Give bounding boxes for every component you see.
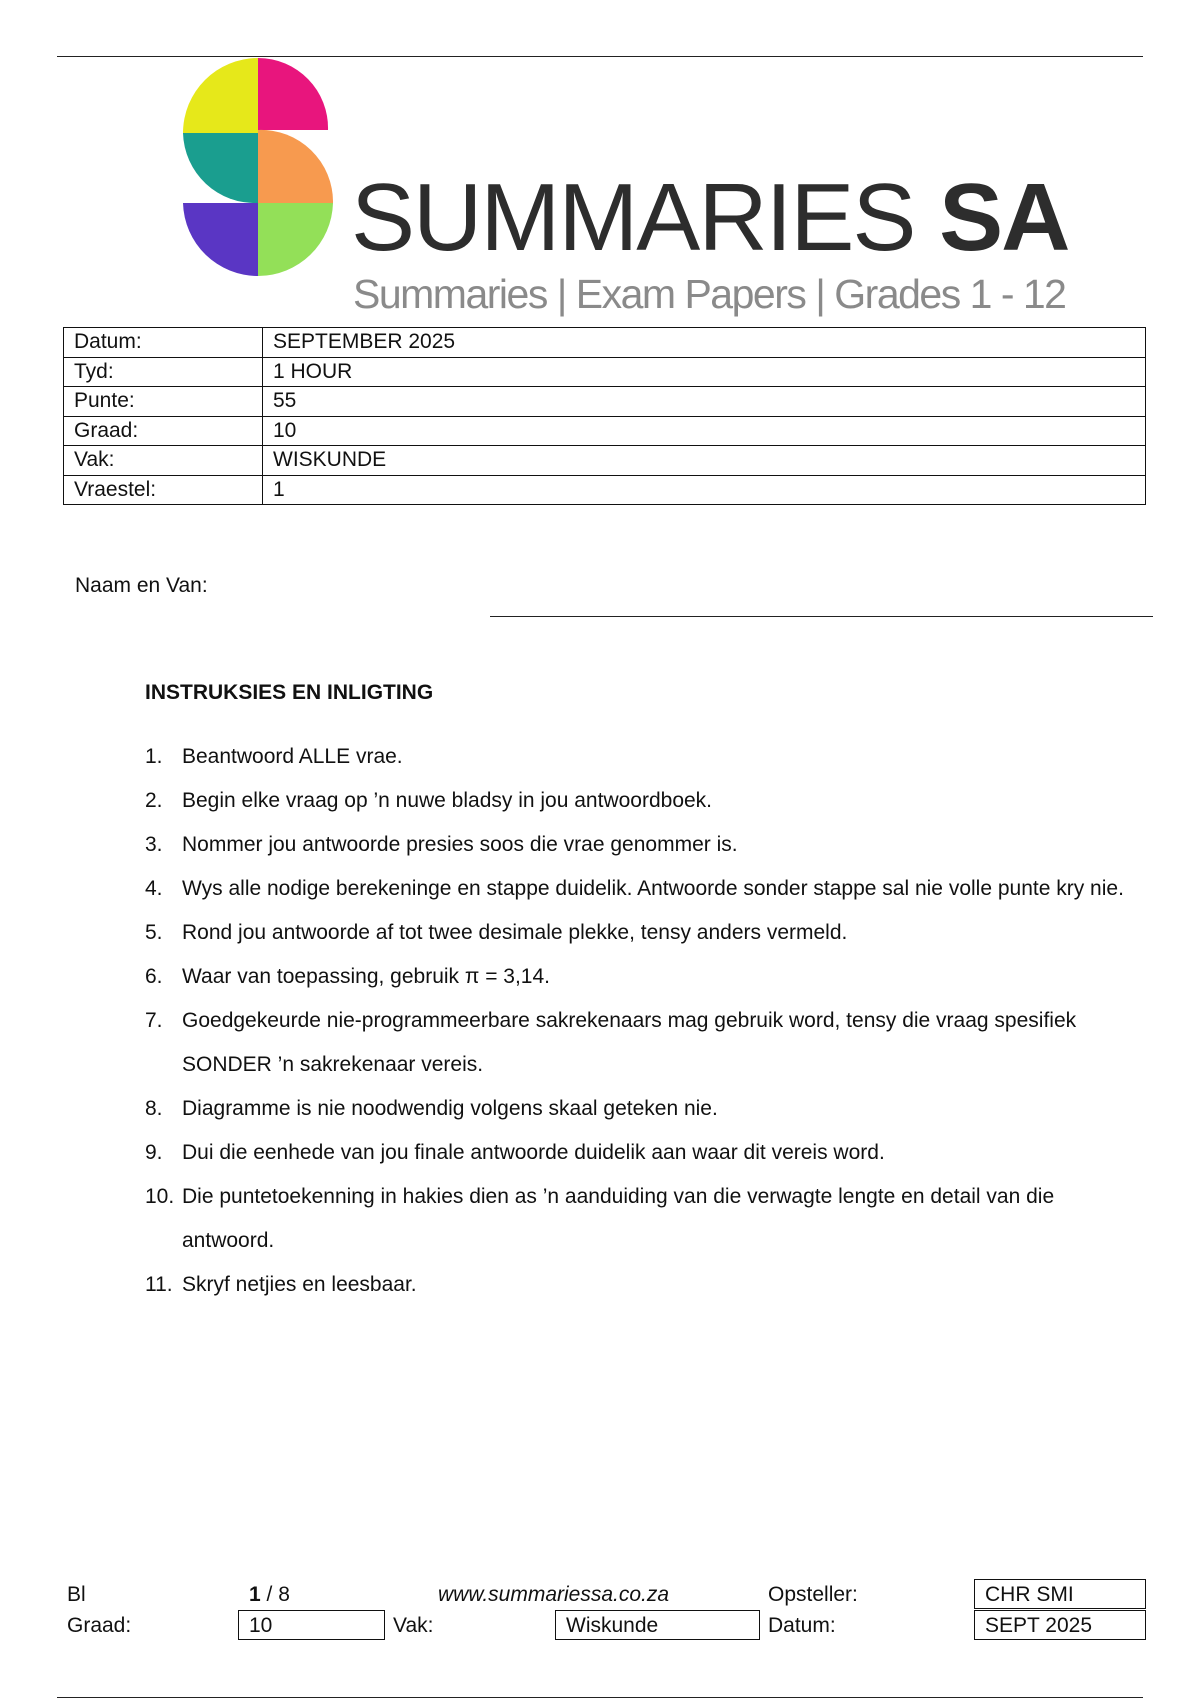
list-item — [145, 867, 1125, 911]
footer-page-current: 1 — [249, 1583, 261, 1606]
footer-graad-value: 10 — [238, 1610, 385, 1640]
list-item — [145, 779, 1125, 823]
footer-datum-value: SEPT 2025 — [974, 1610, 1146, 1640]
footer-page-number — [249, 1583, 290, 1607]
item-number: 2. — [145, 789, 163, 812]
item-text: Dui die eenhede van jou finale antwoorde duidelik aan waar dit vereis word. — [182, 1141, 885, 1164]
table-row — [64, 357, 1146, 387]
footer-datum-label: Datum: — [768, 1614, 836, 1637]
item-text: Die puntetoekenning in hakies dien as ’n aanduiding van die verwagte lengte en detail van die antwoord. — [182, 1185, 1055, 1252]
instructions-title: INSTRUKSIES EN INLIGTING — [145, 681, 434, 704]
footer-opsteller-value: CHR SMI — [974, 1579, 1146, 1609]
footer-opsteller-label: Opsteller: — [768, 1583, 858, 1606]
info-label-punte: Punte: — [64, 387, 263, 417]
info-label-tyd: Tyd: — [64, 357, 263, 387]
info-label-datum: Datum: — [64, 328, 263, 358]
table-row — [64, 416, 1146, 446]
logo-brand-bold: SA — [939, 164, 1069, 271]
footer-graad-label: Graad: — [67, 1614, 132, 1637]
summaries-sa-logo — [183, 58, 1069, 317]
item-text: Nommer jou antwoorde presies soos die vrae genommer is. — [182, 833, 738, 856]
item-number: 9. — [145, 1141, 163, 1164]
info-label-vraestel: Vraestel: — [64, 475, 263, 505]
list-item — [145, 1087, 1125, 1131]
item-number: 4. — [145, 877, 163, 900]
list-item — [145, 911, 1125, 955]
item-text: Diagramme is nie noodwendig volgens skaal geteken nie. — [182, 1097, 718, 1120]
list-item — [145, 955, 1125, 999]
table-row — [64, 387, 1146, 417]
logo-title — [351, 164, 1069, 271]
info-value-vraestel: 1 — [263, 475, 1146, 505]
info-label-graad: Graad: — [64, 416, 263, 446]
bottom-rule — [57, 1697, 1143, 1698]
list-item — [145, 1131, 1125, 1175]
top-rule — [57, 56, 1143, 57]
list-item — [145, 735, 1125, 779]
logo-s-mark-icon — [183, 58, 333, 276]
info-value-vak: WISKUNDE — [263, 446, 1146, 476]
info-value-punte: 55 — [263, 387, 1146, 417]
info-value-datum: SEPTEMBER 2025 — [263, 328, 1146, 358]
item-number: 11. — [145, 1273, 173, 1296]
name-field-line[interactable] — [490, 616, 1153, 617]
info-value-tyd: 1 HOUR — [263, 357, 1146, 387]
footer-page-total: / 8 — [260, 1583, 290, 1606]
list-item — [145, 999, 1125, 1087]
list-item — [145, 1263, 1125, 1307]
item-text: Begin elke vraag op ’n nuwe bladsy in jou antwoordboek. — [182, 789, 713, 812]
footer-page-label: Bl — [67, 1583, 86, 1606]
exam-info-table — [63, 327, 1146, 505]
list-item — [145, 1175, 1125, 1263]
info-value-graad: 10 — [263, 416, 1146, 446]
table-row — [64, 328, 1146, 358]
item-text: Rond jou antwoorde af tot twee desimale plekke, tensy anders vermeld. — [182, 921, 848, 944]
item-text: Wys alle nodige berekeninge en stappe duidelik. Antwoorde sonder stappe sal nie volle punte kry nie. — [182, 877, 1124, 900]
item-number: 8. — [145, 1097, 163, 1120]
logo-brand-light: SUMMARIES — [351, 164, 915, 271]
footer-vak-value: Wiskunde — [555, 1610, 760, 1640]
list-item — [145, 823, 1125, 867]
logo-tagline: Summaries | Exam Papers | Grades 1 - 12 — [353, 271, 1066, 317]
item-text: Beantwoord ALLE vrae. — [182, 745, 403, 768]
item-text: Skryf netjies en leesbaar. — [182, 1273, 417, 1296]
item-number: 5. — [145, 921, 163, 944]
item-text: Waar van toepassing, gebruik π = 3,14. — [182, 965, 551, 988]
table-row — [64, 446, 1146, 476]
info-label-vak: Vak: — [64, 446, 263, 476]
item-number: 7. — [145, 1009, 163, 1032]
footer-vak-label: Vak: — [393, 1614, 434, 1637]
instructions-list — [145, 735, 1125, 1307]
item-number: 1. — [145, 745, 163, 768]
item-number: 6. — [145, 965, 163, 988]
name-label: Naam en Van: — [75, 574, 208, 597]
footer-website-link[interactable]: www.summariessa.co.za — [438, 1583, 670, 1606]
item-number: 3. — [145, 833, 163, 856]
item-text: Goedgekeurde nie-programmeerbare sakrekenaars mag gebruik word, tensy die vraag spesifiek SONDER ’n sakrekenaar vereis. — [182, 1009, 1077, 1076]
item-number: 10. — [145, 1185, 175, 1208]
table-row — [64, 475, 1146, 505]
